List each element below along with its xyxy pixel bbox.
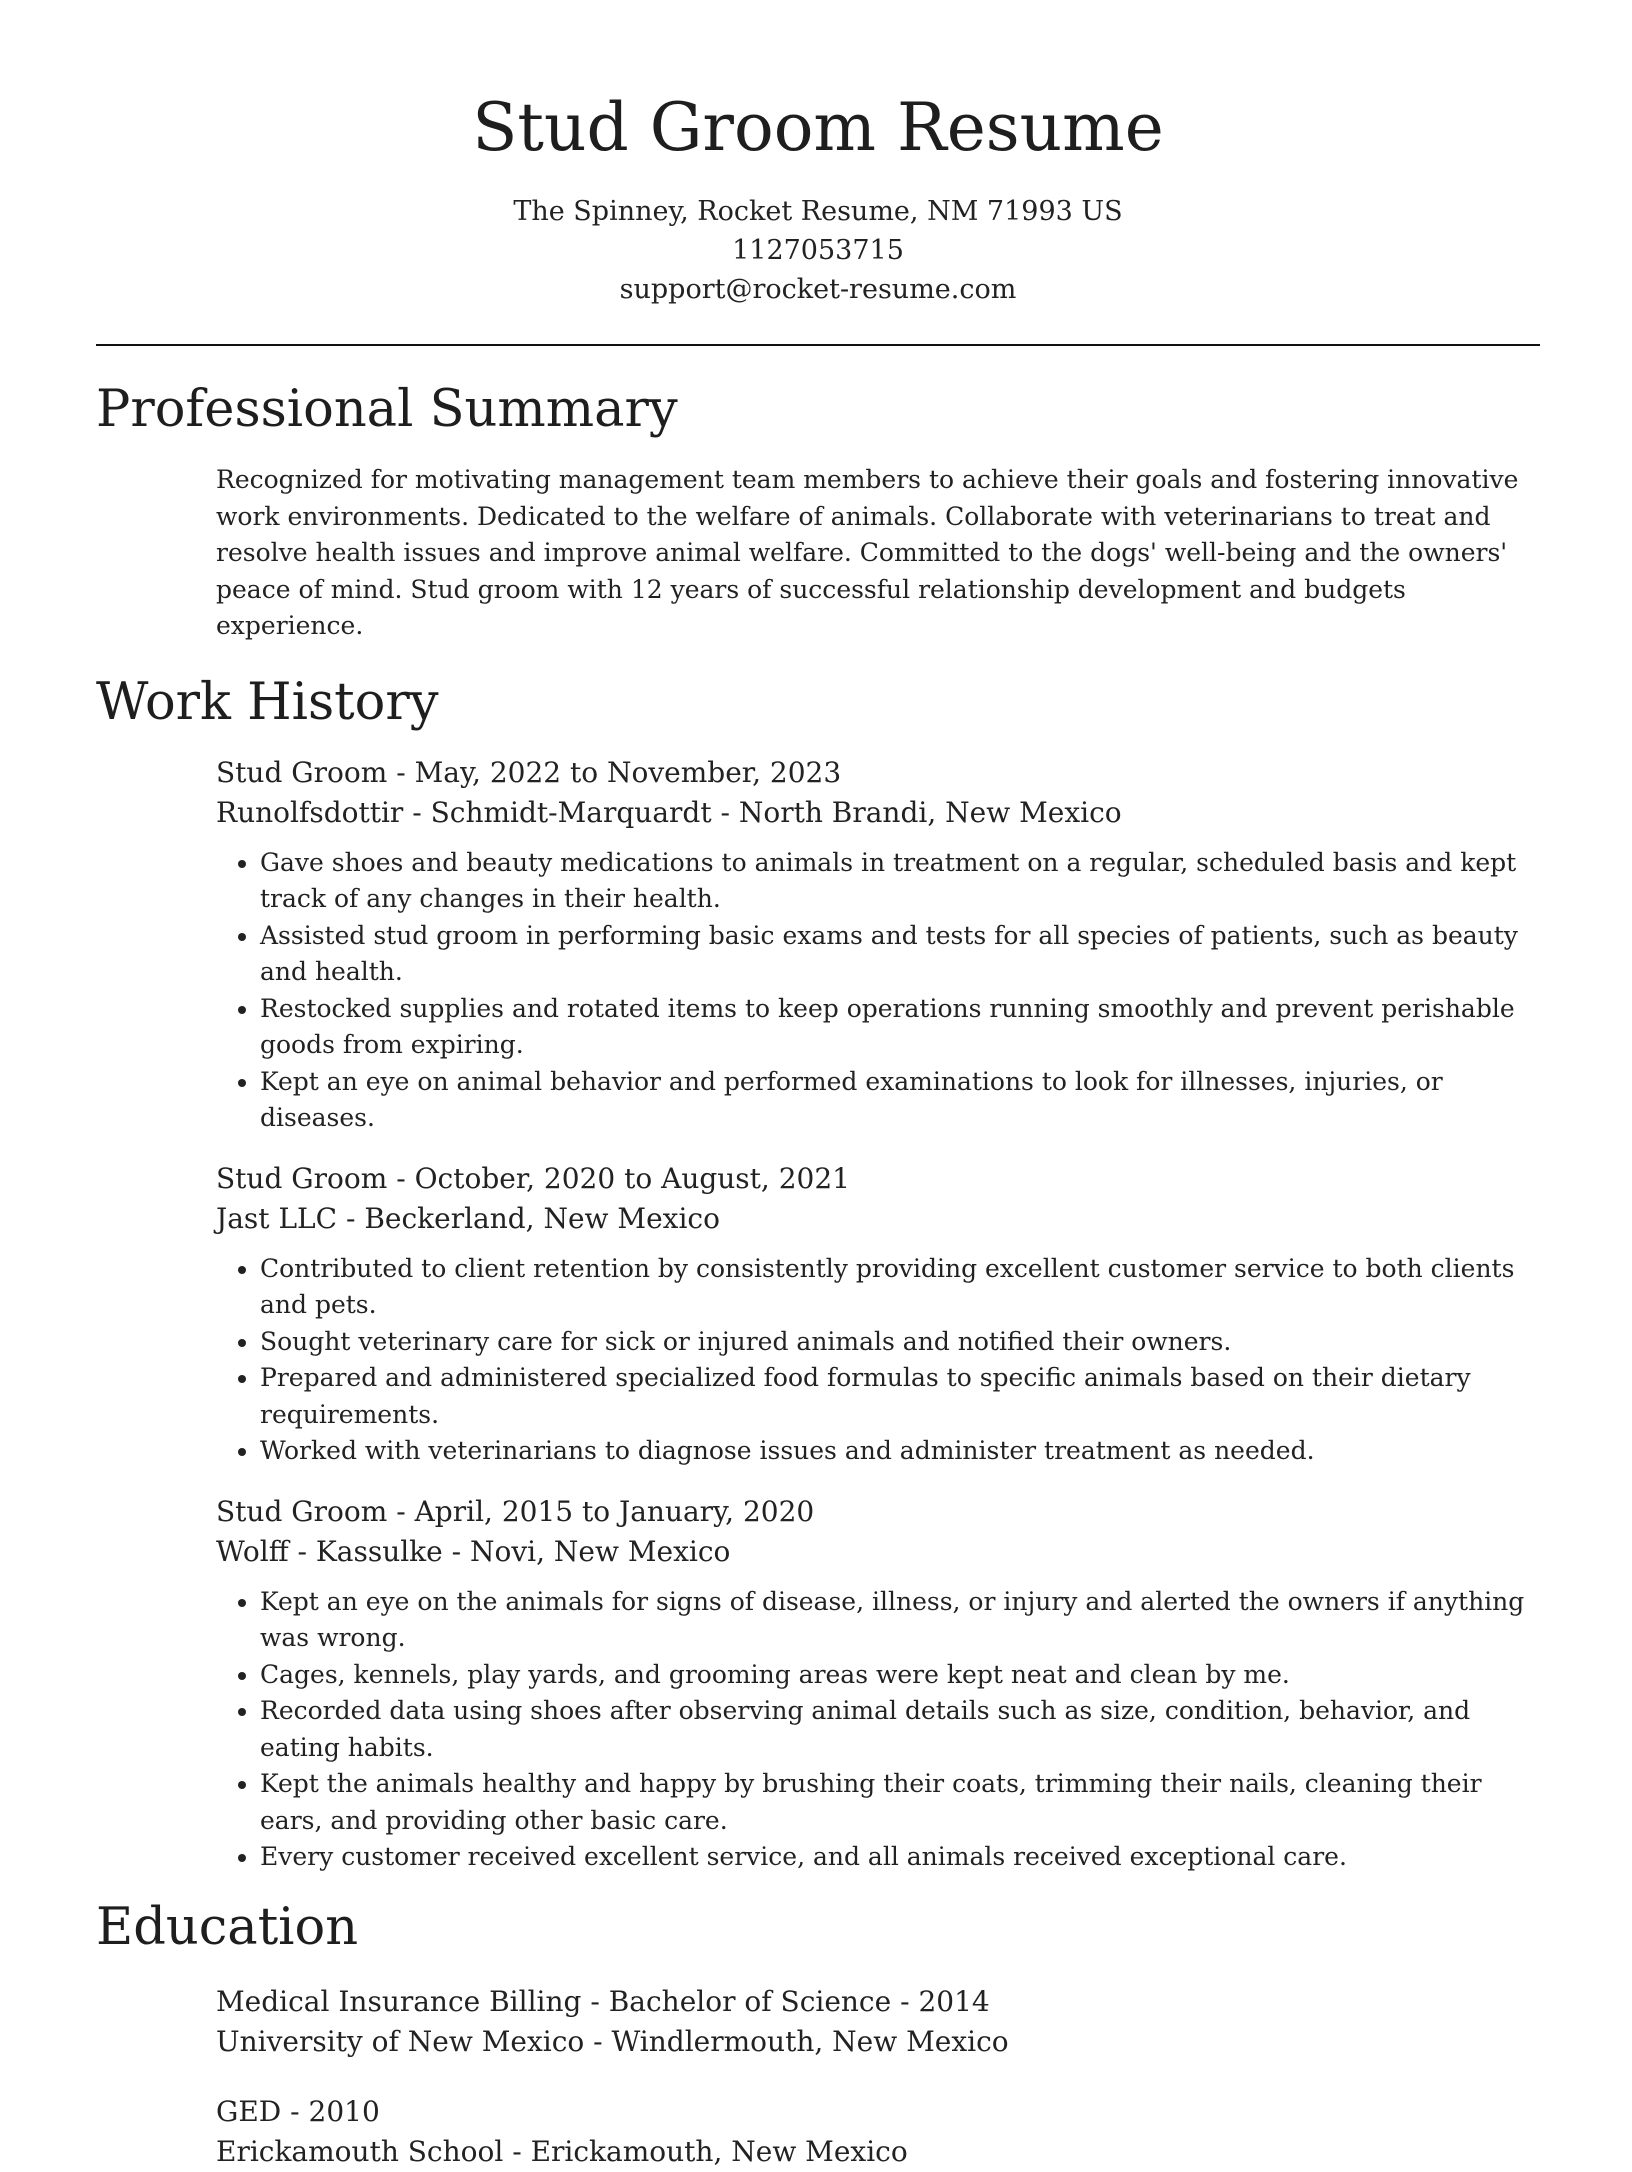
job-location: Novi, New Mexico bbox=[470, 1534, 731, 1568]
job-role: Stud Groom bbox=[216, 1494, 388, 1528]
contact-address: The Spinney, Rocket Resume, NM 71993 US bbox=[513, 196, 1123, 227]
resume-page bbox=[96, 0, 1540, 2168]
education-school: University of New Mexico bbox=[216, 2024, 585, 2058]
education-entry bbox=[216, 2092, 1540, 2172]
job-dates: April, 2015 to January, 2020 bbox=[414, 1494, 815, 1528]
job-bullets bbox=[216, 1584, 1540, 1876]
job-bullet: • Kept an eye on the animals for signs of disease, illness, or injury and alerted the owners if anything was wrong. bbox=[260, 1584, 1540, 1657]
job-bullet: • Every customer received excellent service, and all animals received exceptional care. bbox=[260, 1839, 1540, 1876]
job-title-line: Stud Groom - May, 2022 to November, 2023 bbox=[216, 755, 842, 789]
resume-header bbox=[96, 0, 1540, 309]
education-entry bbox=[216, 1982, 1540, 2062]
summary-text: Recognized for motivating management team members to achieve their goals and fostering innovative work environments. Dedicated to the welfare of animals. Collaborate with veterinarians to treat and resolve health issues and improve animal welfare. Committed to the dogs' well-being and the owners' peace of mind. Stud groom with 12 years of successful relationship development and budgets experience. bbox=[216, 465, 1519, 640]
job-bullet: • Restocked supplies and rotated items to keep operations running smoothly and prevent perishable goods from expiring. bbox=[260, 991, 1540, 1064]
job-bullet: • Kept the animals healthy and happy by brushing their coats, trimming their nails, cleaning their ears, and providing other basic care. bbox=[260, 1766, 1540, 1839]
work-history-list bbox=[216, 753, 1540, 1876]
education-location: Windlermouth, New Mexico bbox=[611, 2024, 1009, 2058]
job-location: North Brandi, New Mexico bbox=[738, 795, 1122, 829]
job-title-line: Stud Groom - October, 2020 to August, 2021 bbox=[216, 1161, 850, 1195]
job-entry bbox=[216, 1159, 1540, 1470]
job-bullet: • Prepared and administered specialized food formulas to specific animals based on their dietary requirements. bbox=[260, 1360, 1540, 1433]
header-divider bbox=[96, 344, 1540, 346]
resume-title: Stud Groom Resume bbox=[472, 89, 1164, 166]
contact-phone: 1127053715 bbox=[732, 235, 904, 266]
summary-heading: Professional Summary bbox=[96, 380, 678, 439]
job-bullet: • Gave shoes and beauty medications to animals in treatment on a regular, scheduled basis and kept track of any changes in their health. bbox=[260, 845, 1540, 918]
education-school-line: Erickamouth School - Erickamouth, New Mexico bbox=[216, 2134, 908, 2168]
job-bullets bbox=[216, 1251, 1540, 1470]
contact-email: support@rocket-resume.com bbox=[619, 274, 1017, 305]
education-school: Erickamouth School bbox=[216, 2134, 504, 2168]
education-year: 2014 bbox=[918, 1984, 990, 2018]
job-role: Stud Groom bbox=[216, 1161, 388, 1195]
job-employer-line: Runolfsdottir - Schmidt-Marquardt - North Brandi, New Mexico bbox=[216, 795, 1122, 829]
education-school-line: University of New Mexico - Windlermouth, New Mexico bbox=[216, 2024, 1009, 2058]
job-title-line: Stud Groom - April, 2015 to January, 2020 bbox=[216, 1494, 815, 1528]
education-list bbox=[216, 1982, 1540, 2172]
job-bullets bbox=[216, 845, 1540, 1137]
job-location: Beckerland, New Mexico bbox=[364, 1201, 720, 1235]
education-heading: Education bbox=[96, 1897, 359, 1957]
job-role: Stud Groom bbox=[216, 755, 388, 789]
job-dates: May, 2022 to November, 2023 bbox=[414, 755, 842, 789]
job-dates: October, 2020 to August, 2021 bbox=[414, 1161, 850, 1195]
job-bullet: • Assisted stud groom in performing basic exams and tests for all species of patients, such as beauty and health. bbox=[260, 918, 1540, 991]
job-employer-line: Wolff - Kassulke - Novi, New Mexico bbox=[216, 1534, 731, 1568]
job-bullet: • Cages, kennels, play yards, and grooming areas were kept neat and clean by me. bbox=[260, 1657, 1540, 1694]
job-bullet: • Recorded data using shoes after observing animal details such as size, condition, behavior, and eating habits. bbox=[260, 1693, 1540, 1766]
job-bullet: • Sought veterinary care for sick or injured animals and notified their owners. bbox=[260, 1324, 1540, 1361]
job-bullet: • Kept an eye on animal behavior and performed examinations to look for illnesses, injuries, or diseases. bbox=[260, 1064, 1540, 1137]
work-history-heading: Work History bbox=[96, 672, 439, 732]
job-bullet: • Contributed to client retention by consistently providing excellent customer service to both clients and pets. bbox=[260, 1251, 1540, 1324]
job-employer: Runolfsdottir - Schmidt-Marquardt bbox=[216, 795, 712, 829]
education-degree-line: Medical Insurance Billing - Bachelor of Science - 2014 bbox=[216, 1984, 990, 2018]
education-location: Erickamouth, New Mexico bbox=[530, 2134, 908, 2168]
job-employer-line: Jast LLC - Beckerland, New Mexico bbox=[216, 1201, 720, 1235]
education-degree: GED bbox=[216, 2094, 282, 2128]
education-degree: Bachelor of Science bbox=[608, 1984, 892, 2018]
job-entry bbox=[216, 753, 1540, 1137]
job-entry bbox=[216, 1492, 1540, 1876]
job-bullet: • Worked with veterinarians to diagnose issues and administer treatment as needed. bbox=[260, 1433, 1540, 1470]
job-employer: Jast LLC bbox=[216, 1201, 338, 1235]
education-degree-line: GED - 2010 bbox=[216, 2094, 380, 2128]
education-field: Medical Insurance Billing bbox=[216, 1984, 582, 2018]
job-employer: Wolff - Kassulke bbox=[216, 1534, 443, 1568]
education-year: 2010 bbox=[308, 2094, 380, 2128]
